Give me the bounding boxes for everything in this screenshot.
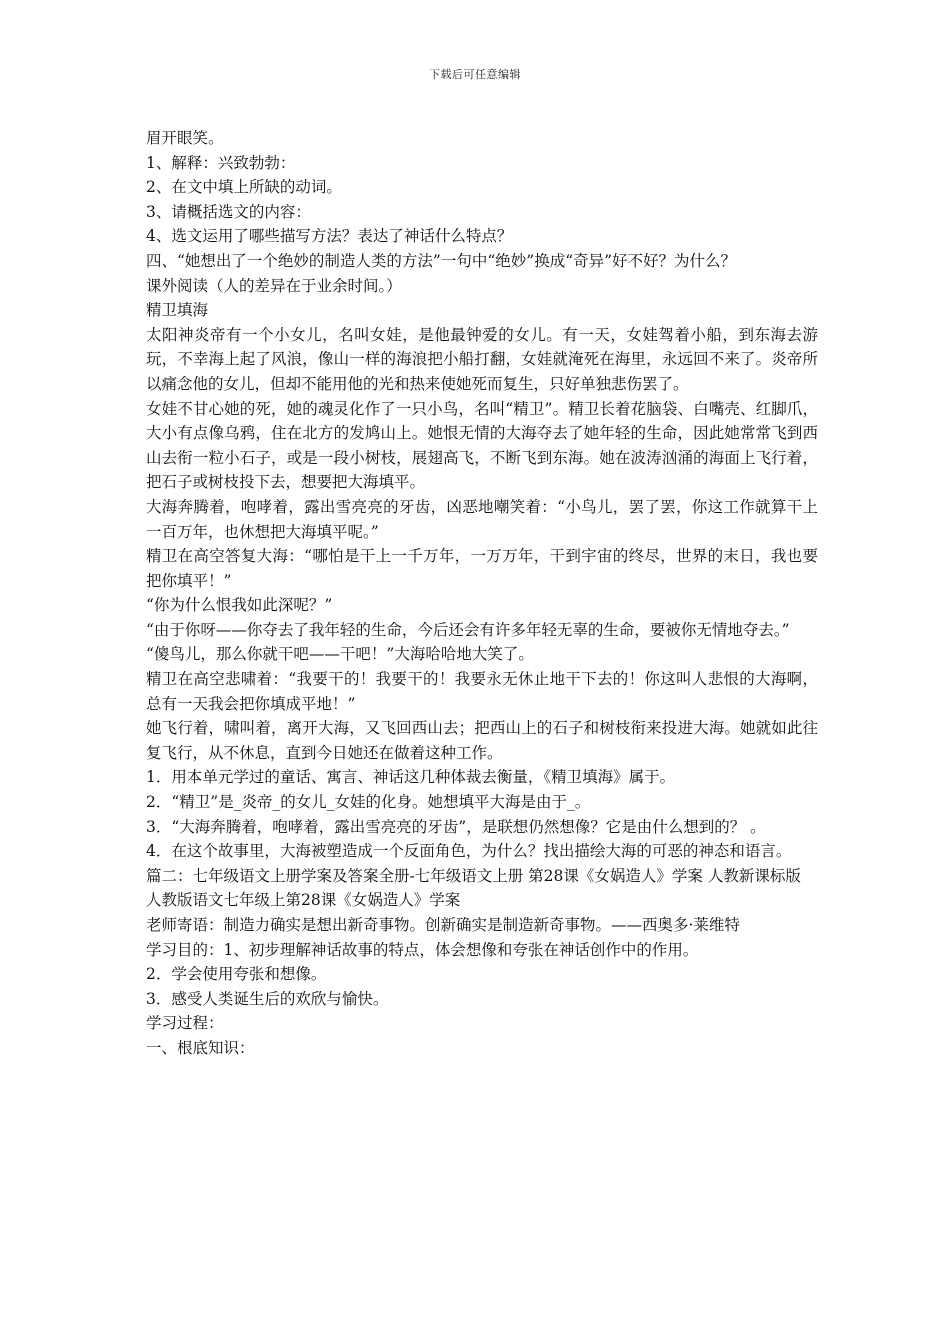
question-3: 3、请概括选文的内容： <box>146 202 311 221</box>
exercise-1: 1．用本单元学过的童话、寓言、神话这几种体裁去衡量，《精卫填海》属于。 <box>146 768 676 787</box>
story-paragraph: 太阳神炎帝有一个小女儿，名叫女娃，是他最钟爱的女儿。有一天，女娃驾着小船，到东海去游玩，不幸海上起了风浪，像山一样的海浪把小船打翻，女娃就淹死在海里，永远回不来了。炎帝所以痛念他的女儿，但却不能用他的光和热来使她死而复生，只好单独悲伤罢了。 <box>146 325 818 393</box>
story-paragraph: 大海奔腾着，咆哮着，露出雪亮亮的牙齿，凶恶地嘲笑着：“小鸟儿，罢了罢，你这工作就算干上一百万年，也休想把大海填平呢。” <box>146 497 818 541</box>
teacher-message: 老师寄语：制造力确实是想出新奇事物。创新确实是制造新奇事物。——西奥多·莱维特 <box>146 916 740 934</box>
question-1: 1、解释：兴致勃勃： <box>146 153 296 172</box>
learning-process-heading: 学习过程： <box>146 1014 224 1033</box>
story-title: 精卫填海 <box>146 301 209 320</box>
story-paragraph: “你为什么恨我如此深呢？” <box>146 596 333 615</box>
section-heading-extracurricular: 课外阅读（人的差异在于业余时间。） <box>146 276 402 295</box>
story-paragraph: 她飞行着，啸叫着，离开大海，又飞回西山去；把西山上的石子和树枝衔来投进大海。她就如此往复飞行，从不休息，直到今日她还在做着这种工作。 <box>146 719 818 762</box>
section-heading-part2: 篇二：七年级语文上册学案及答案全册-七年级语文上册 第28课《女娲造人》学案 人教新课标版 <box>146 866 801 885</box>
story-paragraph: 精卫在高空答复大海：“哪怕是干上一千万年，一万万年，干到宇宙的终尽，世界的末日，我也要把你填平！” <box>146 547 818 590</box>
page-header: 下载后可任意编辑 <box>429 68 521 81</box>
story-paragraph: “傻鸟儿，那么你就干吧——干吧！”大海哈哈地大笑了。 <box>146 645 534 664</box>
question-2: 2、在文中填上所缺的动词。 <box>146 178 342 197</box>
document-body <box>146 126 818 1061</box>
question-section-4: 四、“她想出了一个绝妙的制造人类的方法”一句中“绝妙”换成“奇异”好不好？为什么？ <box>146 251 737 270</box>
exercise-4: 4．在这个故事里，大海被塑造成一个反面角色，为什么？找出描绘大海的可恶的神态和语言。 <box>146 842 792 861</box>
basic-knowledge-heading: 一、根底知识： <box>146 1038 255 1057</box>
exercise-3: 3．“大海奔腾着，咆哮着，露出雪亮亮的牙齿”，是联想仍然想像？它是由什么想到的？ 。 <box>146 817 766 836</box>
story-paragraph: 精卫在高空悲啸着：“我要干的！我要干的！我要永无休止地干下去的！你这叫人悲恨的大海啊，总有一天我会把你填成平地！” <box>146 670 818 713</box>
paragraph: 眉开眼笑。 <box>146 129 224 147</box>
learning-objective-2: 2．学会使用夸张和想像。 <box>146 965 327 984</box>
learning-objective-3: 3．感受人类诞生后的欢欣与愉快。 <box>146 989 389 1008</box>
lesson-title: 人教版语文七年级上第28课《女娲造人》学案 <box>146 891 461 910</box>
learning-objective-1: 学习目的：1、初步理解神话故事的特点，体会想像和夸张在神话创作中的作用。 <box>146 940 699 959</box>
question-4: 4、选文运用了哪些描写方法？表达了神话什么特点？ <box>146 227 513 246</box>
story-paragraph: 女娃不甘心她的死，她的魂灵化作了一只小鸟，名叫“精卫”。精卫长着花脑袋、白嘴壳、红脚爪，大小有点像乌鸦，住在北方的发鸠山上。她恨无情的大海夺去了她年轻的生命，因此她常常飞到西山去衔一粒小石子，或是一段小树枝，展翅高飞，不断飞到东海。她在波涛汹涌的海面上飞行着，把石子或树枝投下去，想要把大海填平。 <box>146 399 818 492</box>
story-paragraph: “由于你呀——你夺去了我年轻的生命，今后还会有许多年轻无辜的生命，要被你无情地夺去。” <box>146 620 790 639</box>
exercise-2: 2．“精卫”是_炎帝_的女儿_女娃的化身。她想填平大海是由于_。 <box>146 793 591 812</box>
